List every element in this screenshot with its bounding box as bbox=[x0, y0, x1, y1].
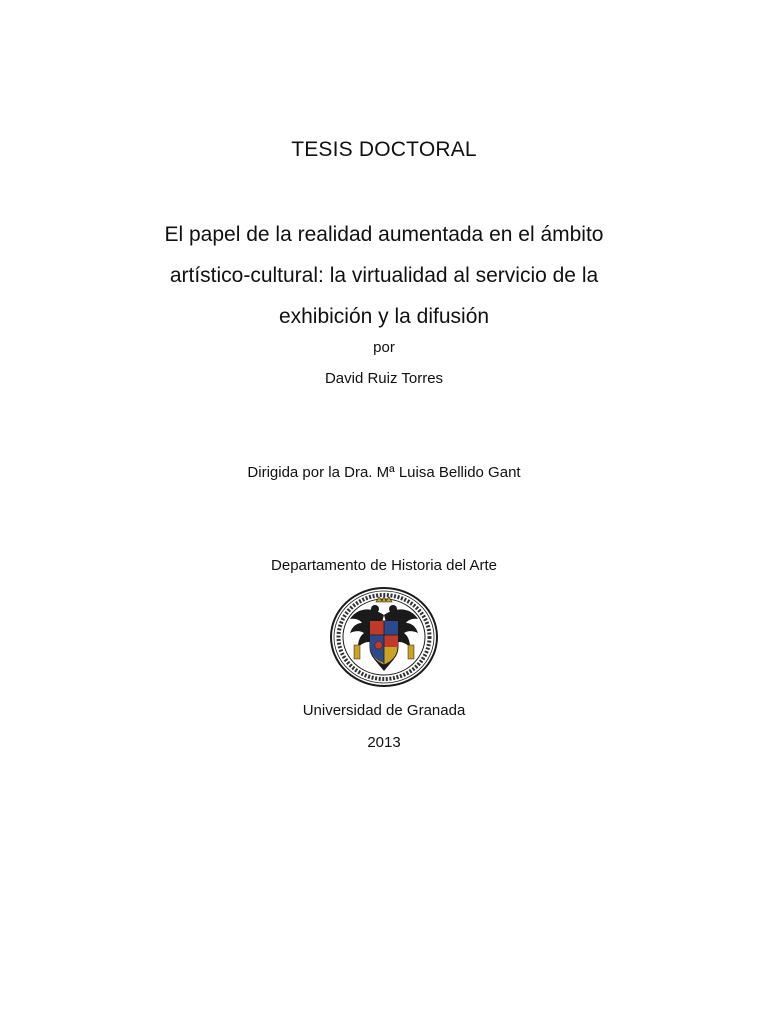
thesis-title-line-3: exhibición y la difusión bbox=[278, 305, 490, 328]
publication-year: 2013 bbox=[367, 734, 401, 751]
department-name: Departamento de Historia del Arte bbox=[271, 557, 497, 574]
thesis-title-line-2: artístico-cultural: la virtualidad al servicio de la bbox=[169, 264, 599, 287]
document-type-heading: TESIS DOCTORAL bbox=[291, 138, 477, 161]
author-name: David Ruiz Torres bbox=[324, 370, 444, 387]
university-seal-icon bbox=[328, 585, 440, 689]
thesis-title bbox=[130, 214, 638, 337]
by-label: por bbox=[373, 339, 395, 356]
thesis-title-line-1: El papel de la realidad aumentada en el ámbito bbox=[164, 223, 604, 246]
university-name: Universidad de Granada bbox=[302, 702, 466, 719]
director-line: Dirigida por la Dra. Mª Luisa Bellido Gant bbox=[247, 464, 521, 481]
